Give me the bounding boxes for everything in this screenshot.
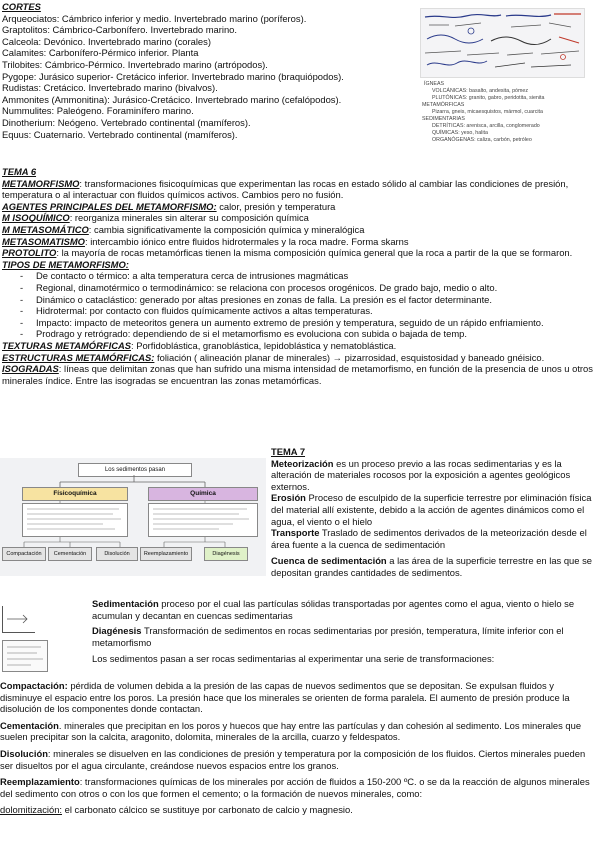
tema6-heading: TEMA 6 xyxy=(2,166,37,177)
tema7-right-column xyxy=(271,446,597,579)
cortes-line: Dinotherium: Neógeno. Vertebrado continental (mamíferos). xyxy=(2,116,251,128)
cortes-line: Nummulites: Paleógeno. Foraminífero marino. xyxy=(2,105,194,117)
rocks-igneas: ÍGNEAS xyxy=(424,81,445,87)
rocks-organogenas: ORGANÓGENAS: caliza, carbón, petróleo xyxy=(432,137,532,143)
rocks-volcanicas: VOLCÁNICAS: basalto, andesita, pómez xyxy=(432,88,528,94)
tipos-list xyxy=(2,270,594,340)
compactacion-def: Compactación: pérdida de volumen debida a la presión de las capas de nuevos sedimentos que se depositan. Se expulsan fluidos y disminuye el espacio entre los poros. La presión hace que los minerales se orienten de forma paralela. El aumento de presión produce la disolución de los componentes donde contactan. xyxy=(0,680,570,715)
cortes-line: Arqueociatos: Cámbrico inferior y medio. Invertebrado marino (poríferos). xyxy=(2,12,307,24)
meteorizacion-def: Meteorización es un proceso previo a las rocas sedimentarias y es la alteración de materiales rocosos por la exposición a agentes geológicos externos. xyxy=(271,457,571,492)
handwritten-sketch xyxy=(421,9,584,77)
rocks-quimicas: QUÍMICAS: yeso, halita xyxy=(432,130,488,136)
diagenesis-def: Diagénesis Transformación de sedimentos en rocas sedimentarias por presión, temperatura, límite inferior con el metamorfismo xyxy=(92,625,564,648)
diagram-cementacion: Cementación xyxy=(48,547,92,561)
diagram-top-box: Los sedimentos pasan xyxy=(78,463,192,477)
sketch-box-2 xyxy=(2,640,48,672)
cortes-line: Equus: Cuaternario. Vertebrado continental (mamíferos). xyxy=(2,128,238,140)
cortes-section xyxy=(2,1,412,140)
cortes-line: Trilobites: Cámbrico-Pérmico. Invertebrado marino (artrópodos). xyxy=(2,58,268,70)
disolucion-def: Disolución: minerales se disuelven en las condiciones de presión y temperatura por la composición de los fluidos. Ciertos minerales pueden ser disueltos por el agua circulante, creándose nuevos espacios entre los granos. xyxy=(0,747,586,771)
diagram-left-notes xyxy=(22,503,128,537)
sedimentacion-def: Sedimentación proceso por el cual las partículas sólidas transportadas por agentes como el agua, viento o hielo se acumulan y decantan en cuencas sedimentarias xyxy=(92,598,575,621)
protolito-def: PROTOLITO: la mayoría de rocas metamórficas tienen la misma composición química general que la roca a partir de la que se formaron. xyxy=(2,247,573,259)
diagram-quimica: Química xyxy=(148,487,258,501)
cortes-list xyxy=(2,13,412,141)
sketch-image xyxy=(420,8,585,78)
tipo-item: - De contacto o térmico: a alta temperatura cerca de intrusiones magmáticas xyxy=(2,270,594,282)
agentes-def: AGENTES PRINCIPALES DEL METAMORFISMO: calor, presión y temperatura xyxy=(2,200,336,212)
rocks-metamorficas: METAMÓRFICAS xyxy=(422,102,465,108)
transporte-def: Transporte Traslado de sedimentos derivados de la meteorización desde el área fuente a la cuenca de sedimentación xyxy=(271,527,587,550)
diagram-compactacion: Compactación xyxy=(2,547,46,561)
dolomitizacion-def: dolomitización: el carbonato cálcico se sustituye por carbonato de calcio y magnesio. xyxy=(0,804,353,816)
cortes-line: Ammonites (Ammonitina): Jurásico-Cretácico. Invertebrado marino (cefalópodos). xyxy=(2,93,342,105)
diagram-disolucion: Disolución xyxy=(96,547,138,561)
cortes-line: Graptolitos: Cámbrico-Carbonífero. Invertebrado marino. xyxy=(2,24,237,36)
cortes-line: Calamites: Carbonífero-Pérmico inferior. Planta xyxy=(2,47,199,59)
tipo-item: - Dinámico o cataclástico: generado por altas presiones en zonas de falla. La presión es el factor determinante. xyxy=(2,294,594,306)
sketch-box-1 xyxy=(2,606,35,633)
diagram-fisicoquimica: Físicoquímica xyxy=(22,487,128,501)
isoquimico-def: M ISOQUÍMICO: reorganiza minerales sin alterar su composición química xyxy=(2,212,309,224)
tema7-heading: TEMA 7 xyxy=(271,446,306,457)
tipo-item: - Impacto: impacto de meteoritos genera un aumento extremo de presión y temperatura, seguido de un rápido enfriamiento. xyxy=(2,317,594,329)
transform-intro: Los sedimentos pasan a ser rocas sedimentarias al experimentar una serie de transformaciones: xyxy=(92,653,495,665)
diagram-right-notes xyxy=(148,503,258,537)
rocks-detriticas: DETRÍTICAS: arenisca, arcilla, conglomerado xyxy=(432,123,540,129)
tipo-item: - Hidrotermal: por contacto con fluidos químicamente activos a altas temperaturas. xyxy=(2,305,594,317)
tema7-mid-column xyxy=(92,598,596,665)
rocks-metamorficas-list: Pizarra, gneis, micaesquistos, mármol, cuarcita xyxy=(432,109,543,115)
metasomatismo-def: METASOMATISMO: intercambio iónico entre fluidos hidrotermales y la roca madre. Forma skarns xyxy=(2,235,409,247)
texturas-def: TEXTURAS METAMÓRFICAS: Porfidoblástica, granoblástica, lepidoblástica y nematoblástica. xyxy=(2,339,397,351)
erosion-def: Erosión Proceso de esculpido de la superficie terrestre por eliminación física del material allí existente, debido a la acción de agentes dinámicos como el agua, el viento o el hielo xyxy=(271,492,592,527)
tipos-heading: TIPOS DE METAMORFISMO: xyxy=(2,258,129,270)
cuenca-def: Cuenca de sedimentación a las área de la superficie terrestre en las que se depositan grandes cantidades de sedimentos. xyxy=(271,555,592,578)
cortes-line: Calceola: Devónico. Invertebrado marino (corales) xyxy=(2,35,211,47)
reemplazamiento-def: Reemplazamiento: transformaciones químicas de los minerales por acción de fluidos a 150-200 ºC. o se da la reacción de algunos minerales del sedimento con otros o con los que formen el cemento; o la formación de nuevos minerales, como: xyxy=(0,776,590,799)
tema7-full xyxy=(0,680,596,816)
metamorfismo-def: METAMORFISMO: transformaciones fisicoquímicas que experimentan las rocas en estado sólido al cambiar las condiciones de presión, temperatura o al interactuar con fluidos químicos activos. Cambios pero no fusión. xyxy=(2,177,569,201)
cortes-line: Pygope: Jurásico superior- Cretácico inferior. Invertebrado marino (braquiópodos). xyxy=(2,70,344,82)
rocks-plutonicas: PLUTÓNICAS: granito, gabro, peridotita, sienita xyxy=(432,95,545,101)
cortes-line: Rudistas: Cretácico. Invertebrado marino (bivalvos). xyxy=(2,82,218,94)
cortes-heading: CORTES xyxy=(2,1,41,12)
diagenesis-diagram xyxy=(0,458,266,576)
isogradas-def: ISOGRADAS: líneas que delimitan zonas que han sufrido una misma intensidad de metamorfismo, en función de la presencia de unos u otros minerales índice. Entre las isogradas se encuentran las zonas metamórficas. xyxy=(2,363,593,386)
cementacion-def: Cementación. minerales que precipitan en los poros y huecos que hay entre las partículas y dan cohesión al sedimento. Los minerales que suelen precipitar son la calcita, aragonito, dolomita, minerales de la arcilla, cuarzo y feldespatos. xyxy=(0,719,582,743)
diagram-reemplazamiento: Reemplazamiento xyxy=(140,547,192,561)
tipo-item: - Regional, dinamotérmico o termodinámico: se relaciona con procesos orogénicos. De grado bajo, medio o alto. xyxy=(2,282,594,294)
metasomatico-def: M METASOMÁTICO: cambia significativamente la composición química y mineralógica xyxy=(2,223,365,235)
diagram-diagenesis: Diagénesis xyxy=(204,547,248,561)
rocks-sedimentarias: SEDIMENTARIAS xyxy=(422,116,465,122)
estructuras-def: ESTRUCTURAS METAMÓRFICAS: foliación ( alineación planar de minerales) → pizarrosidad, esquistosidad y baneado gnéisico. xyxy=(2,351,545,363)
tema6-section xyxy=(2,166,594,386)
tipo-item: - Prodrago y retrógrado: dependiendo de si el metamorfismo es evoluciona con subida o bajada de temp. xyxy=(2,328,594,340)
